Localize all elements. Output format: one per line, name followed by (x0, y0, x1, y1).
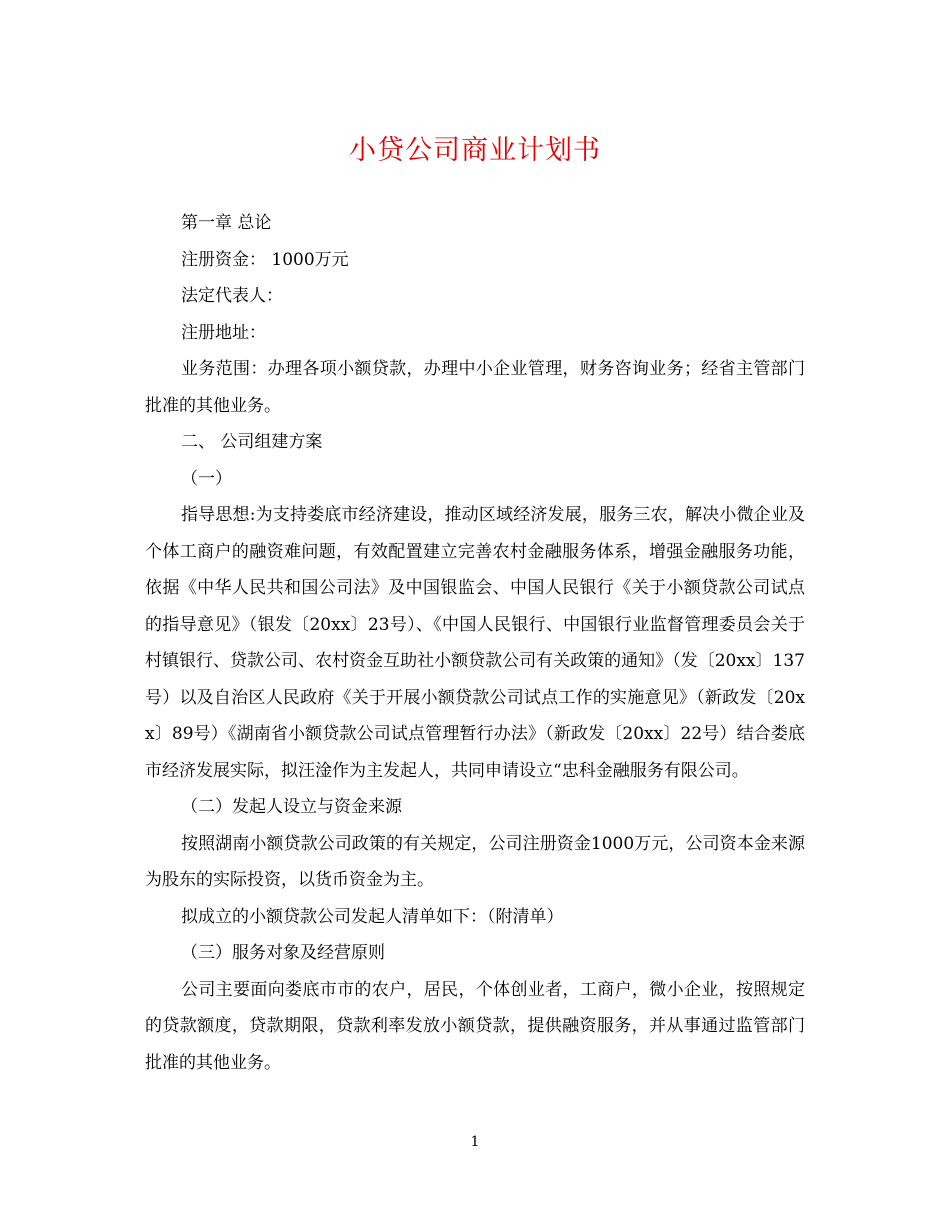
guiding-ideology-paragraph: 指导思想:为支持娄底市经济建设，推动区域经济发展，服务三农，解决小微企业及个体工商户的融资难问题，有效配置建立完善农村金融服务体系，增强金融服务功能，依据《中华人民共和国公司法》及中国银监会、中国人民银行《关于小额贷款公司试点的指导意见》（银发〔20xx〕23号）、《中国人民银行、中国银行业监督管理委员会关于村镇银行、贷款公司、农村资金互助社小额贷款公司有关政策的通知》（发〔20xx〕137号）以及自治区人民政府《关于开展小额贷款公司试点工作的实施意见》（新政发〔20xx〕89号）《湖南省小额贷款公司试点管理暂行办法》（新政发〔20xx〕22号）结合娄底市经济发展实际，拟汪淦作为主发起人，共同申请设立“忠科金融服务有限公司。 (145, 505, 805, 781)
document-body (145, 205, 805, 1081)
subsection-heading-3: （三）服务对象及经营原则 (181, 943, 385, 963)
chapter-heading: 第一章 总论 (181, 213, 272, 233)
registered-capital-line: 注册资金： 1000万元 (181, 249, 349, 270)
page-number: 1 (470, 1134, 480, 1150)
subsection-heading-2: （二）发起人设立与资金来源 (181, 797, 402, 817)
business-scope-paragraph: 业务范围：办理各项小额贷款，办理中小企业管理，财务咨询业务；经省主管部门批准的其他业务。 (145, 359, 805, 416)
subsection-heading-1: （一） (181, 468, 232, 489)
document-title: 小贷公司商业计划书 (349, 135, 601, 166)
service-targets-paragraph: 公司主要面向娄底市市的农户，居民，个体创业者，工商户，微小企业，按照规定的贷款额度，贷款期限，贷款利率发放小额贷款，提供融资服务，并从事通过监管部门批准的其他业务。 (145, 979, 805, 1073)
legal-representative-line: 法定代表人： (181, 286, 283, 306)
founders-list-line: 拟成立的小额贷款公司发起人清单如下：（附清单） (181, 906, 564, 927)
section-heading-formation: 二、 公司组建方案 (181, 432, 323, 452)
capital-source-paragraph: 按照湖南小额贷款公司政策的有关规定，公司注册资金1000万元，公司资本金来源为股东的实际投资，以货币资金为主。 (145, 833, 805, 890)
registered-address-line: 注册地址： (181, 322, 266, 343)
